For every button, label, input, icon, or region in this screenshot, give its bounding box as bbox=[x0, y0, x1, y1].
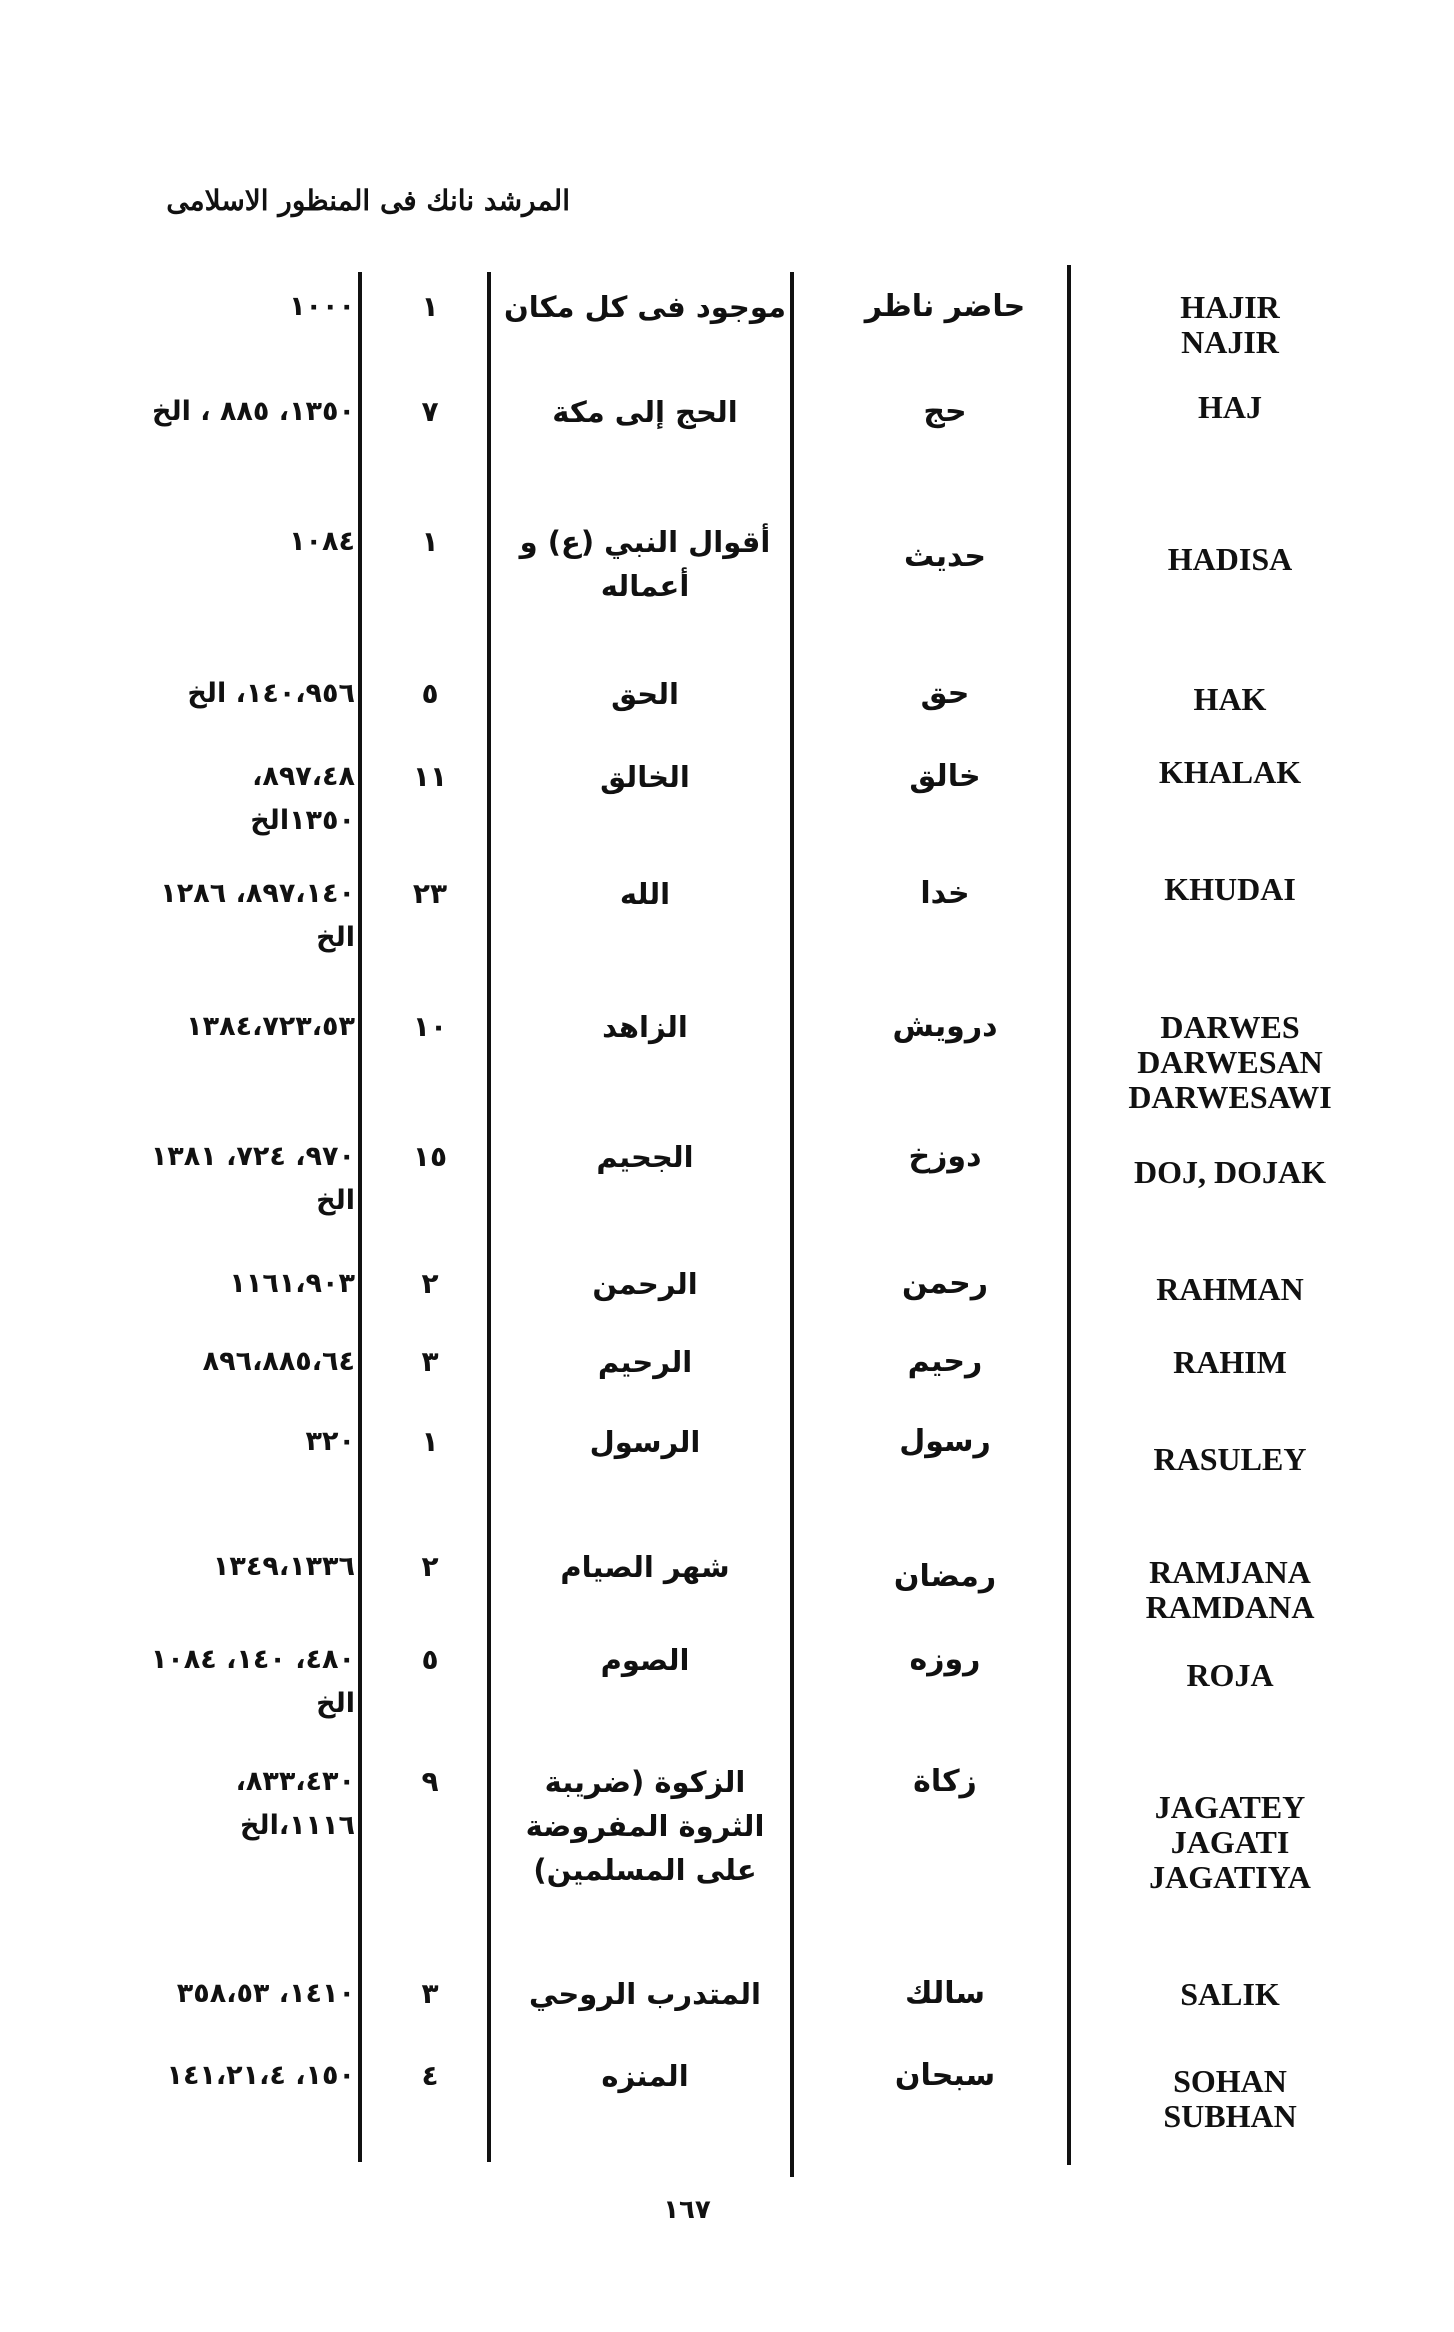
page-references-cell: ١١٦١،٩٠٣ bbox=[229, 1268, 355, 1299]
count-cell: ٥ bbox=[421, 1643, 439, 1676]
arabic-term-cell: خدا bbox=[920, 876, 970, 911]
meaning-cell: الرسول bbox=[589, 1425, 701, 1459]
page-references-cell: ٣٢٠ bbox=[305, 1426, 355, 1457]
meaning-cell: الرحيم bbox=[597, 1345, 693, 1379]
count-cell: ١ bbox=[421, 1425, 439, 1458]
latin-term-cell: HAK bbox=[1193, 681, 1267, 717]
arabic-term-cell: سبحان bbox=[894, 2058, 996, 2093]
page-references-cell: ٩٧٠، ٧٢٤، ١٣٨١ الخ bbox=[150, 1141, 355, 1216]
meaning-cell: الله bbox=[619, 877, 671, 911]
meaning-cell: الزكوة (ضريبة الثروة المفروضة على المسلمين) bbox=[525, 1765, 765, 1887]
latin-term-cell: HAJIR NAJIR bbox=[1180, 289, 1280, 360]
latin-term-cell: SALIK bbox=[1180, 1976, 1280, 2012]
meaning-cell: الصوم bbox=[600, 1643, 690, 1677]
count-cell: ٣ bbox=[421, 1345, 439, 1378]
page-references-cell: ١٠٠٠ bbox=[289, 291, 355, 322]
latin-term-cell: ROJA bbox=[1186, 1657, 1274, 1693]
latin-term-cell: RAHMAN bbox=[1156, 1271, 1304, 1307]
latin-term-cell: DARWES DARWESAN DARWESAWI bbox=[1128, 1009, 1332, 1115]
arabic-term-cell: رسول bbox=[899, 1424, 991, 1459]
meaning-cell: أقوال النبي (ع) و أعماله bbox=[519, 525, 771, 603]
arabic-term-cell: رحيم bbox=[907, 1344, 983, 1379]
latin-term-cell: HADISA bbox=[1167, 541, 1293, 577]
running-header: المرشد نانك فى المنظور الاسلامى bbox=[166, 184, 570, 217]
arabic-term-cell: حديث bbox=[904, 539, 986, 574]
count-cell: ٢ bbox=[421, 1550, 439, 1583]
latin-term-cell: SOHAN SUBHAN bbox=[1163, 2063, 1297, 2134]
count-cell: ٤ bbox=[421, 2059, 439, 2092]
latin-term-cell: RAMJANA RAMDANA bbox=[1145, 1554, 1315, 1625]
meaning-cell: المنزه bbox=[601, 2059, 689, 2093]
arabic-term-cell: رحمن bbox=[901, 1266, 988, 1301]
page-references-cell: ٨٩٦،٨٨٥،٦٤ bbox=[202, 1346, 355, 1377]
count-cell: ١ bbox=[421, 525, 439, 558]
count-cell: ٣ bbox=[421, 1977, 439, 2010]
arabic-term-cell: سالك bbox=[905, 1976, 985, 2011]
arabic-term-cell: خالق bbox=[909, 759, 981, 794]
column-divider-count bbox=[487, 272, 491, 2162]
arabic-term-cell: حج bbox=[923, 394, 967, 429]
arabic-term-cell: رمضان bbox=[893, 1559, 997, 1594]
latin-term-cell: JAGATEY JAGATI JAGATIYA bbox=[1149, 1789, 1311, 1895]
column-divider-meaning bbox=[790, 272, 794, 2177]
count-cell: ١٠ bbox=[412, 1010, 448, 1043]
meaning-cell: الحق bbox=[611, 677, 679, 711]
latin-term-cell: DOJ, DOJAK bbox=[1134, 1154, 1326, 1190]
page-references-cell: ١٤٠،٩٥٦، الخ bbox=[187, 678, 355, 709]
count-cell: ٩ bbox=[421, 1765, 439, 1798]
arabic-term-cell: روزه bbox=[909, 1642, 981, 1677]
latin-term-cell: KHUDAI bbox=[1164, 871, 1296, 907]
count-cell: ١ bbox=[421, 290, 439, 323]
arabic-term-cell: حق bbox=[920, 676, 970, 711]
meaning-cell: المتدرب الروحي bbox=[529, 1977, 761, 2011]
page-references-cell: ٨٣٣،٤٣٠، ١١١٦،الخ bbox=[235, 1766, 355, 1841]
count-cell: ٥ bbox=[421, 677, 439, 710]
meaning-cell: الرحمن bbox=[592, 1267, 698, 1301]
column-divider-left bbox=[358, 272, 362, 2162]
arabic-term-cell: درويش bbox=[892, 1009, 998, 1044]
page-references-cell: ١٠٨٤ bbox=[289, 526, 355, 557]
latin-term-cell: KHALAK bbox=[1158, 754, 1302, 790]
page-references-cell: ١٣٨٤،٧٢٣،٥٣ bbox=[186, 1011, 355, 1042]
latin-term-cell: HAJ bbox=[1198, 389, 1262, 425]
meaning-cell: الخالق bbox=[600, 760, 690, 794]
latin-term-cell: RASULEY bbox=[1153, 1441, 1307, 1477]
count-cell: ١١ bbox=[412, 760, 448, 793]
latin-term-cell: RAHIM bbox=[1173, 1344, 1287, 1380]
meaning-cell: موجود فى كل مكان bbox=[504, 290, 786, 324]
page-references-cell: ١٥٠، ١٤١،٢١،٤ bbox=[166, 2060, 355, 2091]
meaning-cell: الزاهد bbox=[602, 1010, 688, 1044]
meaning-cell: الجحيم bbox=[596, 1140, 694, 1174]
count-cell: ٢ bbox=[421, 1267, 439, 1300]
page-references-cell: ١٤١٠، ٣٥٨،٥٣ bbox=[176, 1978, 355, 2009]
page-references-cell: ٨٩٧،٤٨، ١٣٥٠الخ bbox=[250, 761, 355, 836]
arabic-term-cell: دوزخ bbox=[908, 1139, 982, 1174]
arabic-term-cell: حاضر ناظر bbox=[864, 289, 1026, 324]
page-references-cell: ٨٩٧،١٤٠، ١٢٨٦ الخ bbox=[160, 878, 355, 953]
page-number: ١٦٧ bbox=[663, 2195, 711, 2225]
page-references-cell: ٤٨٠، ١٤٠، ١٠٨٤ الخ bbox=[150, 1644, 355, 1719]
arabic-term-cell: زكاة bbox=[913, 1764, 977, 1799]
meaning-cell: الحج إلى مكة bbox=[552, 395, 738, 429]
page-references-cell: ١٣٤٩،١٣٣٦ bbox=[212, 1551, 355, 1582]
count-cell: ٧ bbox=[421, 395, 439, 428]
page-references-cell: ١٣٥٠، ٨٨٥ ، الخ bbox=[152, 396, 355, 427]
count-cell: ٢٣ bbox=[412, 877, 448, 910]
meaning-cell: شهر الصيام bbox=[560, 1550, 730, 1584]
count-cell: ١٥ bbox=[412, 1140, 448, 1173]
